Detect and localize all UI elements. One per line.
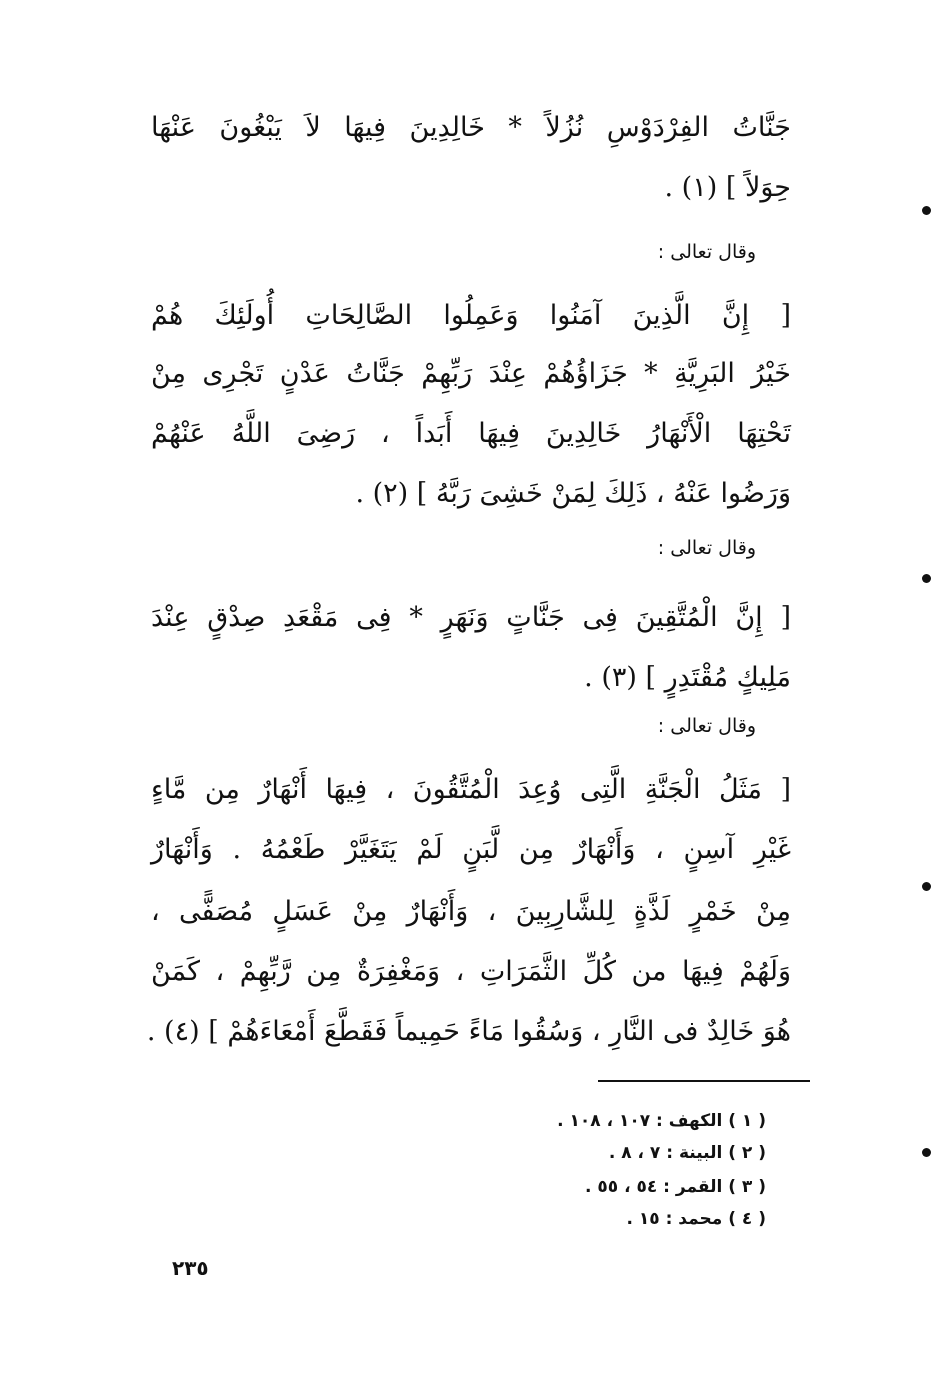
page-number: ٢٣٥ bbox=[172, 1256, 209, 1280]
verse-line: وَلَهُمْ فِيهَا من كُلِّ الثَّمَرَاتِ ، وَمَغْفِرَةٌ مِن رَّبِّهِمْ ، كَمَنْ bbox=[151, 956, 791, 987]
scan-speck bbox=[922, 206, 931, 215]
verse-line: [ إِنَّ الْمُتَّقِينَ فِى جَنَّاتٍ وَنَهَرٍ * فِى مَقْعَدِ صِدْقٍ عِنْدَ bbox=[151, 602, 791, 633]
verse-line: مَلِيكٍ مُقْتَدِرٍ ] (٣) . bbox=[584, 662, 791, 693]
scan-speck bbox=[922, 882, 931, 891]
verse-line: غَيْرِ آسِنٍ ، وَأَنْهَارٌ مِن لَّبَنٍ لَمْ يَتَغَيَّرْ طَعْمُهُ . وَأَنْهَارٌ bbox=[151, 834, 791, 865]
verse-line: وَرَضُوا عَنْهُ ، ذَلِكَ لِمَنْ خَشِىَ رَبَّهُ ] (٢) . bbox=[355, 478, 791, 509]
verse-line: تَحْتِهَا الْأَنْهَارُ خَالِدِينَ فِيهَا أَبَداً ، رَضِىَ اللَّهُ عَنْهُمْ bbox=[151, 418, 791, 449]
verse-line: هُوَ خَالِدٌ فى النَّارِ ، وَسُقُوا مَاءً حَمِيماً فَقَطَّعَ أَمْعَاءَهُمْ ] (٤) . bbox=[146, 1016, 791, 1047]
footnote: ( ٢ ) البينة : ٧ ، ٨ . bbox=[608, 1143, 766, 1163]
verse-line: حِوَلاً ] (١) . bbox=[664, 172, 791, 203]
verse-line: [ مَثَلُ الْجَنَّةِ الَّتِى وُعِدَ الْمُتَّقُونَ ، فِيهَا أَنْهَارٌ مِن مَّاءٍ bbox=[151, 774, 791, 805]
scan-speck bbox=[922, 574, 931, 583]
quote-intro: وقال تعالى : bbox=[657, 537, 756, 559]
scan-speck bbox=[922, 1148, 931, 1157]
footnote-divider bbox=[598, 1080, 810, 1082]
footnote: ( ٤ ) محمد : ١٥ . bbox=[626, 1209, 766, 1229]
footnote: ( ١ ) الكهف : ١٠٧ ، ١٠٨ . bbox=[557, 1111, 766, 1131]
verse-line: خَيْرُ البَرِيَّةِ * جَزَاؤُهُمْ عِنْدَ رَبِّهِمْ جَنَّاتُ عَدْنٍ تَجْرِى مِنْ bbox=[151, 358, 791, 389]
verse-line: جَنَّاتُ الفِرْدَوْسِ نُزُلاً * خَالِدِينَ فِيهَا لاَ يَبْغُونَ عَنْهَا bbox=[151, 112, 791, 143]
verse-line: مِنْ خَمْرٍ لَذَّةٍ لِلشَّارِبِينَ ، وَأَنْهَارٌ مِنْ عَسَلٍ مُصَفًّى ، bbox=[151, 896, 791, 927]
footnote: ( ٣ ) القمر : ٥٤ ، ٥٥ . bbox=[585, 1177, 766, 1197]
quote-intro: وقال تعالى : bbox=[657, 241, 756, 263]
verse-line: [ إِنَّ الَّذِينَ آمَنُوا وَعَمِلُوا الصَّالِحَاتِ أُولَئِكَ هُمْ bbox=[151, 300, 791, 331]
quote-intro: وقال تعالى : bbox=[657, 715, 756, 737]
